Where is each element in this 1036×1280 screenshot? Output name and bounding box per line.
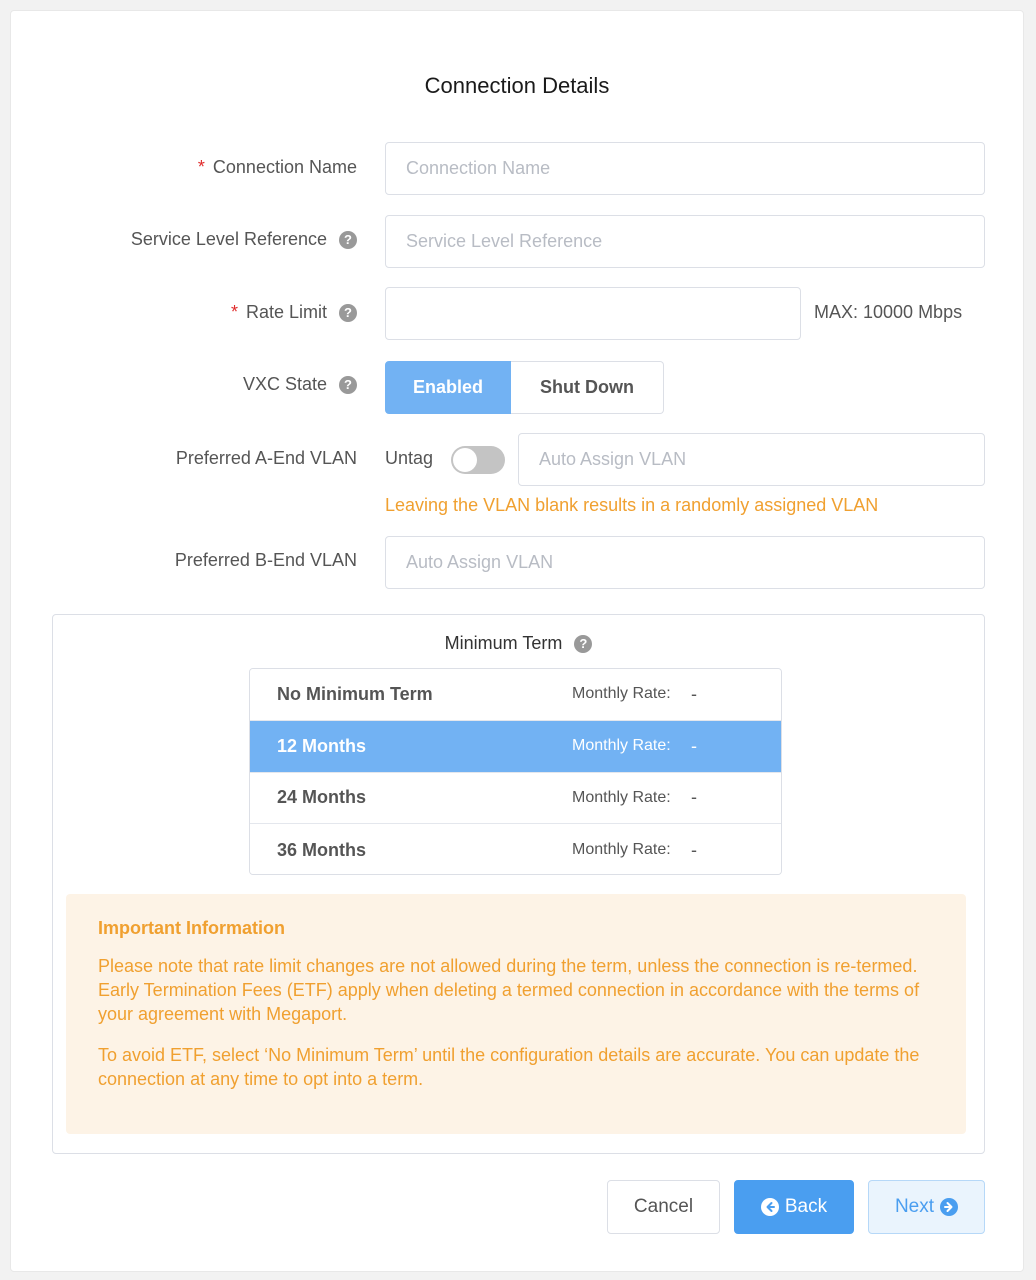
a-end-vlan-label: Preferred A-End VLAN xyxy=(175,448,357,468)
help-icon[interactable]: ? xyxy=(339,231,357,249)
toggle-knob xyxy=(453,448,477,472)
info-paragraph: Please note that rate limit changes are not allowed during the term, unless the connection is re-termed. Early Termination Fees (ETF) apply when deleting a termed connection in accordance with the terms of your agreement with Megaport. xyxy=(98,956,920,1024)
rate-limit-max-note: MAX: 10000 Mbps xyxy=(814,302,963,322)
vxc-state-shut-down-button[interactable]: Shut Down xyxy=(511,361,664,414)
b-end-vlan-label: Preferred B-End VLAN xyxy=(174,550,357,570)
untag-toggle[interactable] xyxy=(451,446,505,474)
minimum-term-section xyxy=(52,614,985,1154)
term-option-no-minimum[interactable]: No Minimum Term Monthly Rate: - xyxy=(250,669,781,721)
vxc-state-label: VXC State ? xyxy=(243,374,357,395)
b-end-vlan-input[interactable] xyxy=(385,536,985,589)
service-level-reference-input[interactable] xyxy=(385,215,985,268)
vxc-state-enabled-button[interactable]: Enabled xyxy=(385,361,511,414)
minimum-term-title: Minimum Term ? xyxy=(53,633,984,654)
a-end-vlan-input[interactable] xyxy=(518,433,985,486)
info-paragraph: To avoid ETF, select ‘No Minimum Term’ until the configuration details are accurate. You can update the connection at any time to opt into a term. xyxy=(98,1045,920,1089)
term-options-list xyxy=(249,668,782,875)
next-button[interactable]: Next xyxy=(868,1180,985,1234)
help-icon[interactable]: ? xyxy=(339,376,357,394)
page-title: Connection Details xyxy=(424,73,610,98)
important-information-box xyxy=(66,894,966,1134)
term-option-36-months[interactable]: 36 Months Monthly Rate: - xyxy=(250,824,781,875)
arrow-right-circle-icon xyxy=(940,1198,958,1216)
back-button[interactable]: Back xyxy=(734,1180,854,1234)
connection-name-label: * Connection Name xyxy=(197,157,357,177)
arrow-left-circle-icon xyxy=(761,1198,779,1216)
term-option-12-months[interactable]: 12 Months Monthly Rate: - xyxy=(250,721,781,773)
service-level-reference-label: Service Level Reference ? xyxy=(131,229,357,250)
rate-limit-input[interactable] xyxy=(385,287,801,340)
cancel-button[interactable]: Cancel xyxy=(607,1180,720,1234)
help-icon[interactable]: ? xyxy=(339,304,357,322)
untag-label: Untag xyxy=(385,448,434,468)
term-option-24-months[interactable]: 24 Months Monthly Rate: - xyxy=(250,773,781,825)
vxc-state-toggle-group xyxy=(385,361,664,414)
vlan-hint-text: Leaving the VLAN blank results in a randomly assigned VLAN xyxy=(385,495,879,515)
required-marker: * xyxy=(197,157,205,177)
required-marker: * xyxy=(230,302,238,322)
connection-name-input[interactable] xyxy=(385,142,985,195)
rate-limit-label: * Rate Limit ? xyxy=(231,302,357,323)
connection-details-card xyxy=(10,10,1024,1272)
info-heading: Important Information xyxy=(98,918,285,938)
help-icon[interactable]: ? xyxy=(574,635,592,653)
